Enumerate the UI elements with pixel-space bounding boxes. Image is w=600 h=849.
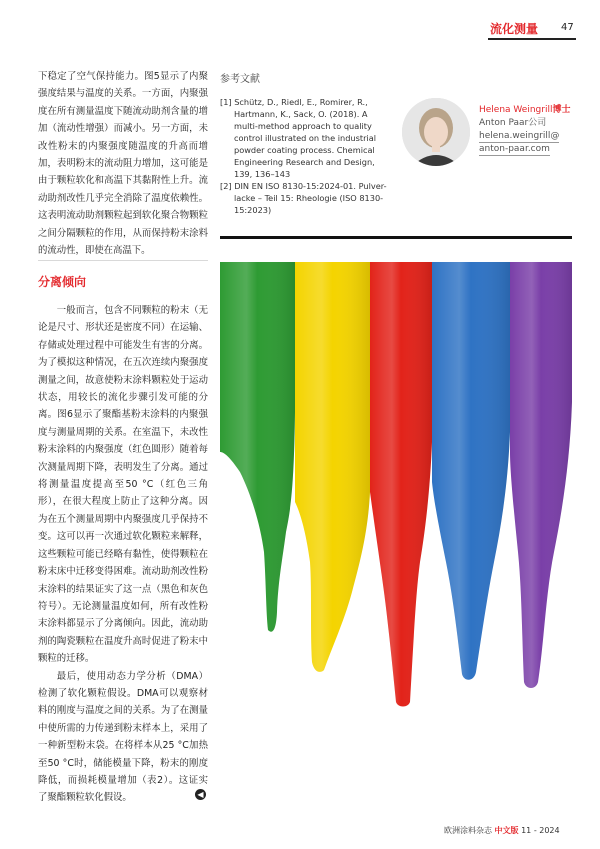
yellow-paint-stripe-highlight	[295, 262, 370, 672]
references-list	[220, 96, 388, 216]
author-company: Anton Paar公司	[479, 118, 547, 128]
intro-column	[38, 68, 208, 259]
footer	[444, 825, 560, 836]
section-header-title: 流化测量	[490, 22, 539, 36]
author-portrait	[402, 98, 470, 166]
reference-item: [1] Schütz, D., Riedl, E., Romirer, R., Hartmann, K., Sack, O. (2018). A multi-method approach to quality control illustrated on the industrial powder coating process. Chemical Engineering Research and Design, 139, 136–143	[220, 97, 377, 179]
image-top-rule	[220, 236, 572, 239]
chevron-left-circle-icon: ◀	[195, 789, 206, 800]
page-number: 47	[561, 22, 574, 33]
red-paint-stripe-highlight	[370, 262, 432, 707]
reference-item: [2] DIN EN ISO 8130-15:2024-01. Pulver-lacke – Teil 15: Rheologie (ISO 8130-15:2023)	[220, 181, 387, 215]
header-rule	[488, 38, 576, 40]
footer-edition: 中文版	[494, 826, 519, 835]
blue-paint-stripe-highlight	[432, 262, 510, 680]
dripping-paint-illustration	[220, 262, 572, 710]
section-title: 分离倾向	[38, 275, 87, 289]
green-paint-stripe-highlight	[220, 262, 295, 632]
footer-issue: 11 - 2024	[521, 826, 560, 835]
purple-paint-stripe-highlight	[510, 262, 572, 688]
body-paragraph-2: 最后，使用动态力学分析（DMA）检测了软化颗粒假设。DMA可以观察材料的刚度与温度之间的关系。为了在测量中使所需的力传递到粉末样本上，采用了一种新型粉末袋。在将样本从25 °C加热至50 °C时，储能模量下降，粉末的刚度降低，而损耗模量增加（表2）。这证实了聚酯颗粒软化假设。	[38, 670, 208, 804]
intro-paragraph: 下稳定了空气保持能力。图5显示了内聚强度结果与温度的关系。一方面，内聚强度在所有测量温度下随流动助剂含量的增加（流动性增强）而减小。另一方面，未改性粉末的内聚强度随温度的升高而增加，表明粉末的流动阻力增加，这可能是由于颗粒软化和高温下其黏附性上升。流动助剂改性几乎完全消除了温度依赖性。这表明流动助剂颗粒起到软化聚合物颗粒之间分隔颗粒的作用，从而保持粉末涂料的流动性，即使在高温下。	[38, 71, 208, 257]
author-email-line1[interactable]: helena.weingrill@	[479, 131, 560, 141]
references-title: 参考文献	[220, 74, 260, 85]
footer-magazine: 欧洲涂料杂志	[444, 826, 492, 835]
author-name: Helena Weingrill	[479, 105, 553, 115]
author-email-line2[interactable]: anton-paar.com	[479, 144, 550, 154]
body-paragraph-1: 一般而言，包含不同颗粒的粉末（无论是尺寸、形状还是密度不同）在运输、存储或处理过程中可能发生有害的分离。为了模拟这种情况，在五次连续内聚强度测量之间，故意使粉末涂料颗粒处于运动状态，用较长的流化步骤引发可能的分离。图6显示了聚酯基粉末涂料的内聚强度与测量周期的关系。在室温下，未改性粉末涂料的内聚强度（红色圆形）随着每次测量周期下降，表明发生了分离。通过将测量温度提高至50 °C（红色三角形），在很大程度上防止了这种分离。因为在五个测量周期中内聚强度几乎保持不变。这可以再一次通过软化颗粒来解释，这些颗粒可能已经略有黏性，使得颗粒在粉末床中迁移变得困难。流动助剂改性粉末涂料的结果证实了这一点（黑色和灰色符号）。无论测量温度如何，所有改性粉末涂料都显示了分离倾向。因此，流动助剂的陶瓷颗粒在温度升高时促进了粉末中颗粒的迁移。	[38, 305, 208, 665]
section-divider	[38, 260, 208, 261]
body-column	[38, 302, 208, 807]
author-title: 博士	[552, 105, 571, 115]
author-box	[479, 104, 579, 156]
